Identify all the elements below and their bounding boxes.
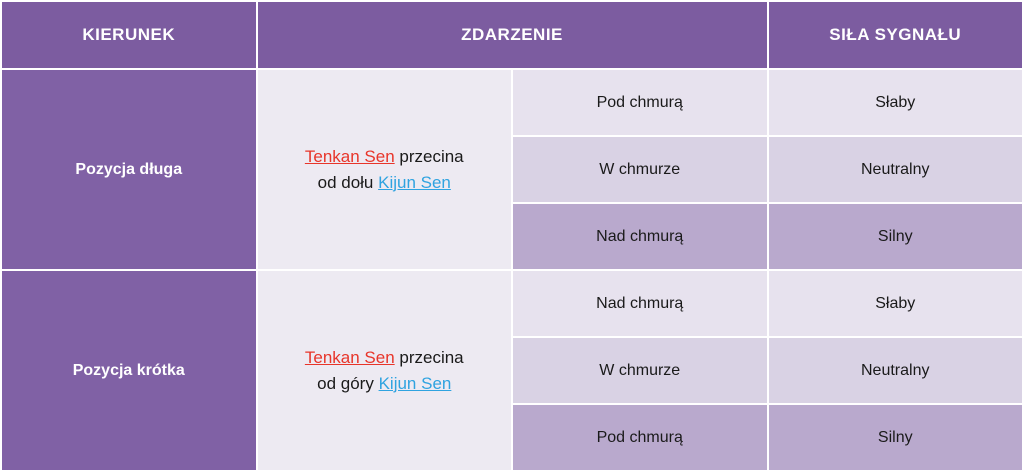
event-cell-long	[257, 69, 513, 270]
signal-strength-cell: Neutralny	[768, 136, 1024, 203]
signal-strength-cell: Silny	[768, 404, 1024, 471]
cloud-position-cell: W chmurze	[512, 337, 768, 404]
cloud-position-cell: Pod chmurą	[512, 404, 768, 471]
tenkan-sen-term: Tenkan Sen	[304, 348, 395, 367]
cloud-position-cell: Nad chmurą	[512, 270, 768, 337]
header-event: ZDARZENIE	[257, 1, 768, 69]
event-text-direction: od góry	[317, 373, 379, 393]
kijun-sen-term: Kijun Sen	[378, 172, 451, 192]
table-row	[1, 69, 1023, 136]
kijun-sen-term: Kijun Sen	[378, 373, 452, 393]
signal-strength-cell: Słaby	[768, 69, 1024, 136]
cloud-position-cell: W chmurze	[512, 136, 768, 203]
table-row	[1, 270, 1023, 337]
event-text-direction: od dołu	[317, 172, 379, 192]
event-text-crosses: przecina	[394, 348, 464, 367]
signal-strength-cell: Neutralny	[768, 337, 1024, 404]
signal-strength-cell: Silny	[768, 203, 1024, 270]
header-row	[1, 1, 1023, 69]
tenkan-sen-term: Tenkan Sen	[304, 147, 395, 166]
cloud-position-cell: Nad chmurą	[512, 203, 768, 270]
table-header	[1, 1, 1023, 69]
direction-cell-short: Pozycja krótka	[1, 270, 257, 471]
cloud-position-cell: Pod chmurą	[512, 69, 768, 136]
header-strength: SIŁA SYGNAŁU	[768, 1, 1024, 69]
event-cell-short	[257, 270, 513, 471]
direction-cell-long: Pozycja długa	[1, 69, 257, 270]
signal-strength-cell: Słaby	[768, 270, 1024, 337]
table-body	[1, 69, 1023, 471]
event-text-crosses: przecina	[394, 147, 464, 166]
header-direction: KIERUNEK	[1, 1, 257, 69]
